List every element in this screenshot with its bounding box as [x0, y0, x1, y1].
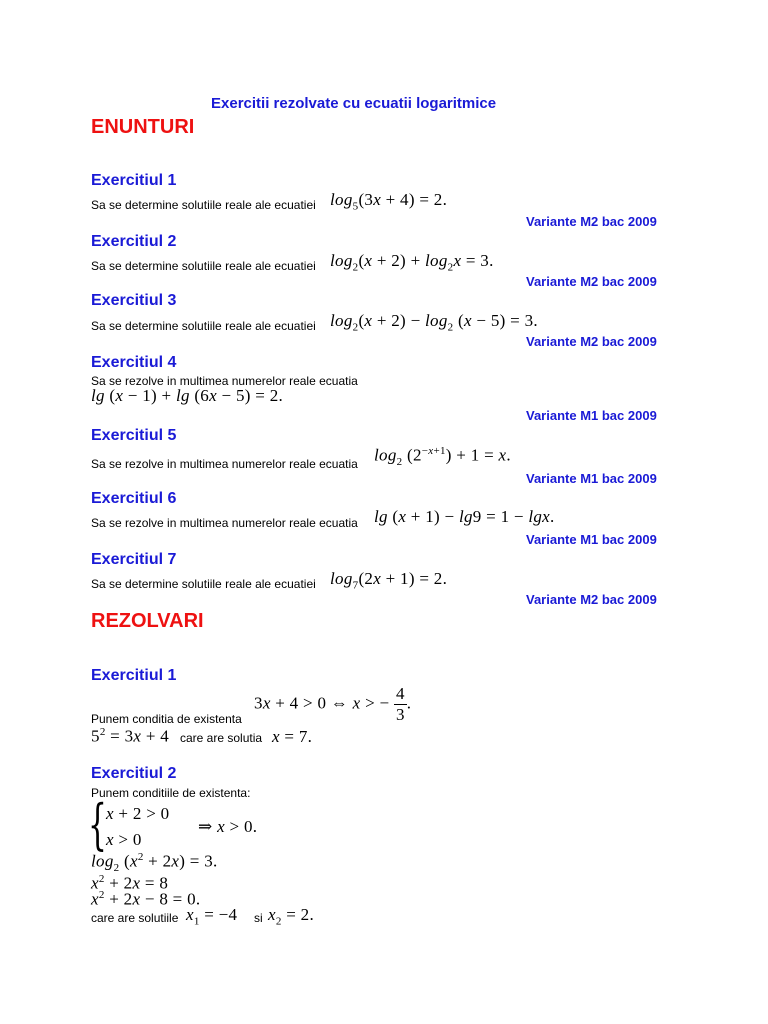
system-brace: {	[88, 793, 107, 856]
exercise-6-title: Exercitiul 6	[91, 490, 177, 507]
exercise-5-title: Exercitiul 5	[91, 427, 177, 444]
solution-2-conditions-text: Punem conditiile de existenta:	[91, 786, 251, 800]
solution-2-title: Exercitiul 2	[91, 765, 177, 782]
exercise-1-source: Variante M2 bac 2009	[526, 214, 657, 229]
solution-1-equation: $5^2 = 3x + 4$	[91, 726, 170, 746]
exercise-7-source: Variante M2 bac 2009	[526, 592, 657, 607]
exercise-1-text: Sa se determine solutiile reale ale ecuatiei	[91, 198, 316, 212]
exercise-1-equation: $\log_5(3x + 4) = 2$.	[330, 190, 448, 213]
section-enunturi-heading: ENUNTURI	[91, 116, 195, 138]
exercise-2-title: Exercitiul 2	[91, 233, 177, 250]
document-title: Exercitii rezolvate cu ecuatii logaritmice	[211, 95, 497, 112]
section-rezolvari-heading: REZOLVARI	[91, 610, 204, 632]
exercise-4-source: Variante M1 bac 2009	[526, 408, 657, 423]
solution-1-condition-text: Punem conditia de existenta	[91, 712, 242, 726]
exercise-2-source: Variante M2 bac 2009	[526, 274, 657, 289]
exercise-4-equation: lg (x − 1) + lg (6x − 5) = 2.	[91, 386, 284, 405]
exercise-2-equation: $\log_2(x + 2) + \log_2x = 3$.	[330, 251, 494, 274]
exercise-6-equation: lg (x + 1) − lg9 = 1 − lgx.	[374, 507, 555, 526]
exercise-5-source: Variante M1 bac 2009	[526, 471, 657, 486]
solution-2-step-3: $x^2 + 2x - 8 = 0$.	[91, 889, 201, 909]
exercise-3-text: Sa se determine solutiile reale ale ecuatiei	[91, 319, 316, 333]
exercise-3-title: Exercitiul 3	[91, 292, 177, 309]
solution-2-step-1: $\log_2 (x^2 + 2x) = 3$.	[91, 851, 218, 875]
solution-2-system-result: ⇒ x > 0.	[198, 817, 258, 836]
solution-2-solution-1: $x_1 = -4$	[186, 905, 238, 928]
exercise-7-title: Exercitiul 7	[91, 551, 177, 568]
exercise-5-equation: $\log_2 (2^{-x+1}) + 1 = x$.	[374, 445, 511, 469]
solution-1-condition-equation: 3x + 4 > 0 ⇔ x > − $\frac{4}{3}$ .	[254, 684, 412, 724]
solution-2-system-line-2: x > 0	[106, 830, 142, 849]
solution-2-solutions-text: care are solutiile	[91, 911, 179, 925]
solution-1-title: Exercitiul 1	[91, 667, 177, 684]
exercise-3-source: Variante M2 bac 2009	[526, 334, 657, 349]
solution-2-system-line-1: x + 2 > 0	[106, 804, 170, 823]
solution-1-solution-equation: x = 7.	[272, 727, 313, 746]
exercise-4-title: Exercitiul 4	[91, 354, 177, 371]
exercise-6-source: Variante M1 bac 2009	[526, 532, 657, 547]
solution-2-and-text: si	[254, 911, 263, 925]
solution-2-solution-2: $x_2 = 2$.	[268, 905, 315, 928]
exercise-7-text: Sa se determine solutiile reale ale ecuatiei	[91, 577, 316, 591]
exercise-6-text: Sa se rezolve in multimea numerelor reale ecuatia	[91, 516, 358, 530]
exercise-5-text: Sa se rezolve in multimea numerelor reale ecuatia	[91, 457, 358, 471]
exercise-4-text: Sa se rezolve in multimea numerelor reale ecuatia	[91, 374, 358, 388]
solution-1-solution-text: care are solutia	[180, 731, 263, 745]
exercise-3-equation: $\log_2(x + 2) - \log_2 (x - 5) = 3$.	[330, 311, 538, 334]
exercise-7-equation: $\log_7(2x + 1) = 2$.	[330, 569, 448, 592]
exercise-1-title: Exercitiul 1	[91, 172, 177, 189]
solution-2-step-2: $x^2 + 2x = 8$	[91, 873, 169, 893]
exercise-2-text: Sa se determine solutiile reale ale ecuatiei	[91, 259, 316, 273]
